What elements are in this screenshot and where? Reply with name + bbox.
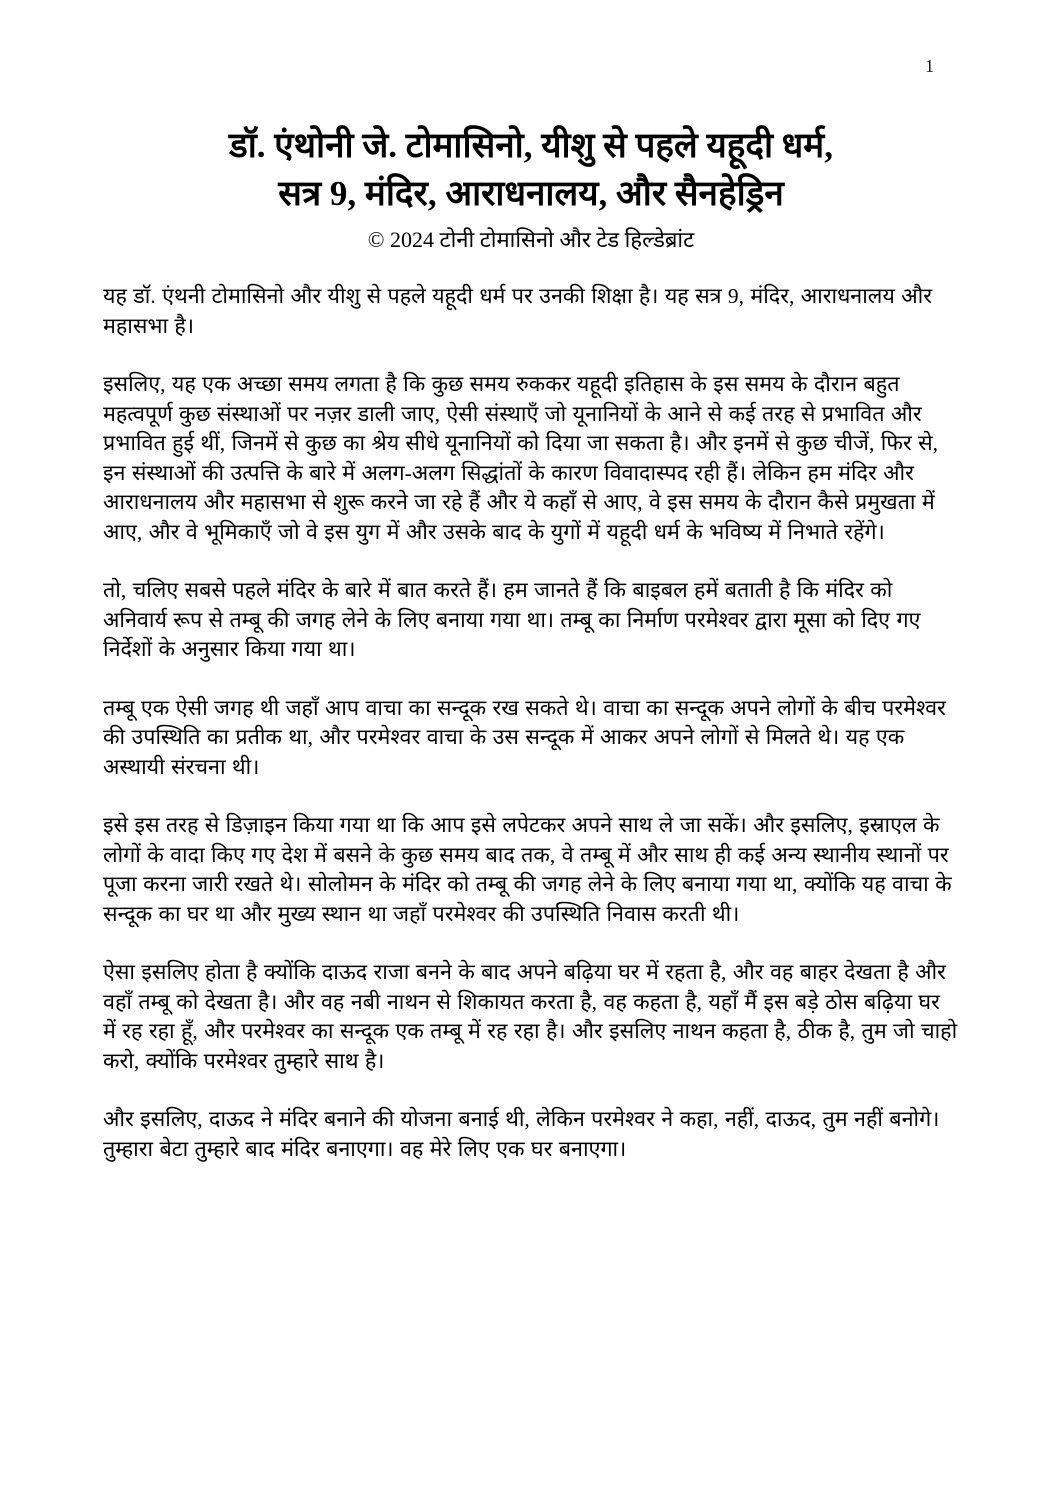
paragraph: इसे इस तरह से डिज़ाइन किया गया था कि आप इसे लपेटकर अपने साथ ले जा सकें। और इसलिए, इस्राएल के लोगों के वादा किए गए देश में बसने के कुछ समय बाद तक, वे तम्बू में और साथ ही कई अन्य स्थानीय स्थानों पर पूजा करना जारी रखते थे। सोलोमन के मंदिर को तम्बू की जगह लेने के लिए बनाया गया था, क्योंकि यह वाचा के सन्दूक का घर था और मुख्य स्थान था जहाँ परमेश्वर की उपस्थिति निवास करती थी। (103, 813, 952, 926)
paragraph: तो, चलिए सबसे पहले मंदिर के बारे में बात करते हैं। हम जानते हैं कि बाइबल हमें बताती है कि मंदिर को अनिवार्य रूप से तम्बू की जगह लेने के लिए बनाया गया था। तम्बू का निर्माण परमेश्वर द्वारा मूसा को दिए गए निर्देशों के अनुसार किया गया था। (103, 578, 921, 661)
paragraph: इसलिए, यह एक अच्छा समय लगता है कि कुछ समय रुककर यहूदी इतिहास के इस समय के दौरान बहुत महत्वपूर्ण कुछ संस्थाओं पर नज़र डाली जाए, ऐसी संस्थाएँ जो यूनानियों के आने से कई तरह से प्रभावित और प्रभावित हुई थीं, जिनमें से कुछ का श्रेय सीधे यूनानियों को दिया जा सकता है। और इनमें से कुछ चीजें, फिर से, इन संस्थाओं की उत्पत्ति के बारे में अलग-अलग सिद्धांतों के कारण विवादास्पद रही हैं। लेकिन हम मंदिर और आराधनालय और महासभा से शुरू करने जा रहे हैं और ये कहाँ से आए, वे इस समय के दौरान कैसे प्रमुखता में आए, और वे भूमिकाएँ जो वे इस युग में और उसके बाद के युगों में यहूदी धर्म के भविष्य में निभाते रहेंगे। (103, 372, 938, 544)
title-line-1: डॉ. एंथोनी जे. टोमासिनो, यीशु से पहले यहूदी धर्म, (229, 126, 833, 165)
document-header (103, 122, 959, 255)
document-content (103, 122, 959, 1164)
paragraph: तम्बू एक ऐसी जगह थी जहाँ आप वाचा का सन्दूक रख सकते थे। वाचा का सन्दूक अपने लोगों के बीच परमेश्वर की उपस्थिति का प्रतीक था, और परमेश्वर वाचा के उस सन्दूक में आकर अपने लोगों से मिलते थे। यह एक अस्थायी संरचना थी। (103, 695, 946, 779)
paragraph: और इसलिए, दाऊद ने मंदिर बनाने की योजना बनाई थी, लेकिन परमेश्वर ने कहा, नहीं, दाऊद, तुम नहीं बनोगे। तुम्हारा बेटा तुम्हारे बाद मंदिर बनाएगा। वह मेरे लिए एक घर बनाएगा। (103, 1107, 940, 1161)
paragraph: यह डॉ. एंथनी टोमासिनो और यीशु से पहले यहूदी धर्म पर उनकी शिक्षा है। यह सत्र 9, मंदिर, आराधनालय और महासभा है। (103, 284, 933, 338)
copyright-line: © 2024 टोनी टोमासिनो और टेड हिल्डेब्रांट (367, 227, 695, 252)
title-line-2: सत्र 9, मंदिर, आराधनालय, और सैनहेड्रिन (278, 174, 784, 213)
document-body (103, 282, 959, 1164)
paragraph: ऐसा इसलिए होता है क्योंकि दाऊद राजा बनने के बाद अपने बढ़िया घर में रहता है, और वह बाहर देखता है और वहाँ तम्बू को देखता है। और वह नबी नाथन से शिकायत करता है, वह कहता है, यहाँ मैं इस बड़े ठोस बढ़िया घर में रह रहा हूँ, और परमेश्वर का सन्दूक एक तम्बू में रह रहा है। और इसलिए नाथन कहता है, ठीक है, तुम जो चाहो करो, क्योंकि परमेश्वर तुम्हारे साथ है। (103, 960, 958, 1073)
page-number: 1 (925, 56, 934, 76)
document-title (103, 122, 959, 218)
